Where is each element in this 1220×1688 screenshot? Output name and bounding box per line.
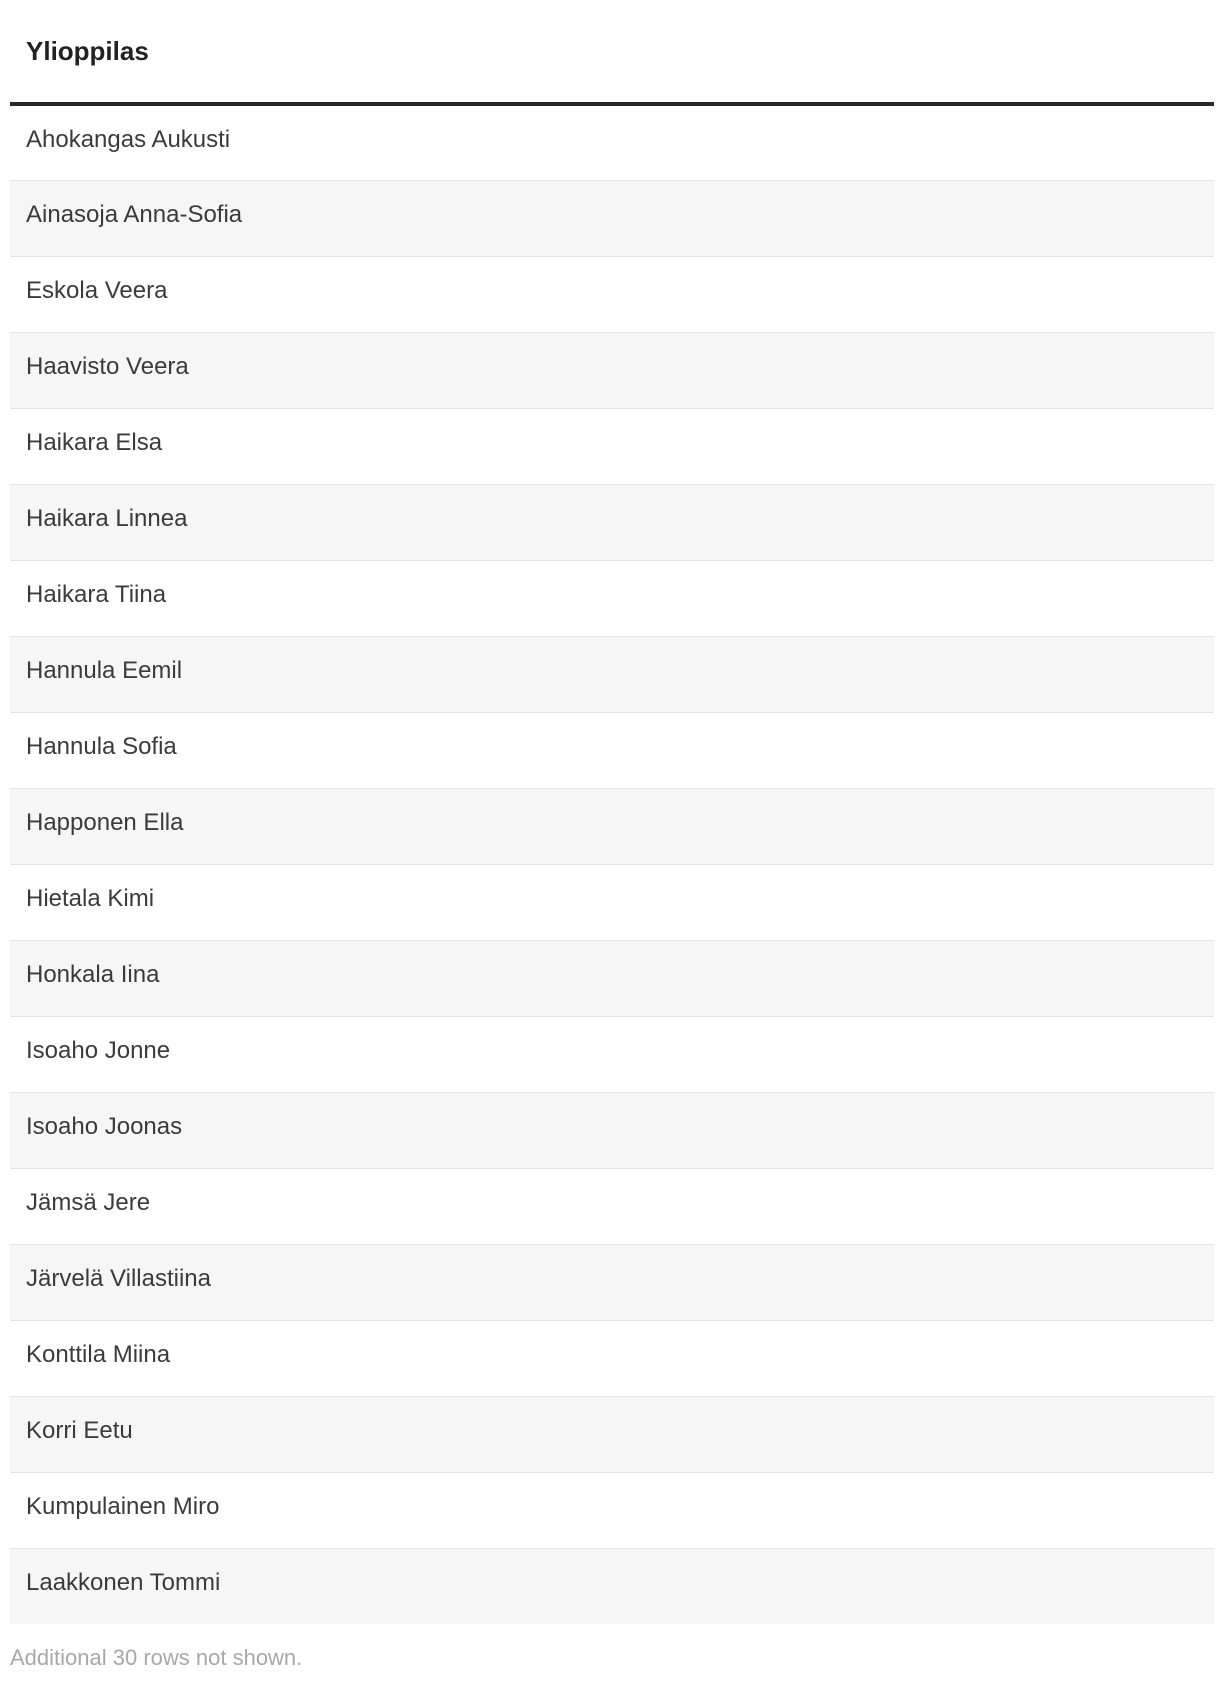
table-row: [10, 864, 1214, 940]
student-name-cell: Järvelä Villastiina: [10, 1244, 1214, 1320]
table-row: [10, 1472, 1214, 1548]
table-row: [10, 940, 1214, 1016]
table-row: [10, 712, 1214, 788]
student-name-cell: Konttila Miina: [10, 1320, 1214, 1396]
table-row: [10, 180, 1214, 256]
column-header-ylioppilas[interactable]: Ylioppilas: [10, 0, 1214, 104]
student-name-cell: Isoaho Jonne: [10, 1016, 1214, 1092]
table-row: [10, 636, 1214, 712]
student-table-container: [10, 0, 1214, 1624]
table-row: [10, 1016, 1214, 1092]
table-row: [10, 256, 1214, 332]
student-name-cell: Hannula Eemil: [10, 636, 1214, 712]
header-row: [10, 0, 1214, 104]
student-name-cell: Honkala Iina: [10, 940, 1214, 1016]
student-name-cell: Korri Eetu: [10, 1396, 1214, 1472]
student-name-cell: Haavisto Veera: [10, 332, 1214, 408]
student-name-cell: Ainasoja Anna-Sofia: [10, 180, 1214, 256]
table-row: [10, 1092, 1214, 1168]
rows-not-shown-note: Additional 30 rows not shown.: [10, 1645, 303, 1670]
student-name-cell: Isoaho Joonas: [10, 1092, 1214, 1168]
student-name-cell: Haikara Elsa: [10, 408, 1214, 484]
student-name-cell: Hannula Sofia: [10, 712, 1214, 788]
table-row: [10, 408, 1214, 484]
table-row: [10, 332, 1214, 408]
table-body: [10, 104, 1214, 1624]
table-row: [10, 1244, 1214, 1320]
student-name-cell: Haikara Tiina: [10, 560, 1214, 636]
table-row: [10, 1396, 1214, 1472]
table-row: [10, 484, 1214, 560]
student-name-cell: Eskola Veera: [10, 256, 1214, 332]
table-row: [10, 788, 1214, 864]
student-name-cell: Kumpulainen Miro: [10, 1472, 1214, 1548]
student-name-cell: Haikara Linnea: [10, 484, 1214, 560]
student-name-cell: Jämsä Jere: [10, 1168, 1214, 1244]
student-name-cell: Ahokangas Aukusti: [10, 104, 1214, 180]
student-name-cell: Happonen Ella: [10, 788, 1214, 864]
student-table: [10, 0, 1214, 1624]
table-row: [10, 1168, 1214, 1244]
student-name-cell: Laakkonen Tommi: [10, 1548, 1214, 1624]
student-name-cell: Hietala Kimi: [10, 864, 1214, 940]
table-row: [10, 560, 1214, 636]
table-row: [10, 104, 1214, 180]
table-row: [10, 1548, 1214, 1624]
table-row: [10, 1320, 1214, 1396]
table-header: [10, 0, 1214, 104]
